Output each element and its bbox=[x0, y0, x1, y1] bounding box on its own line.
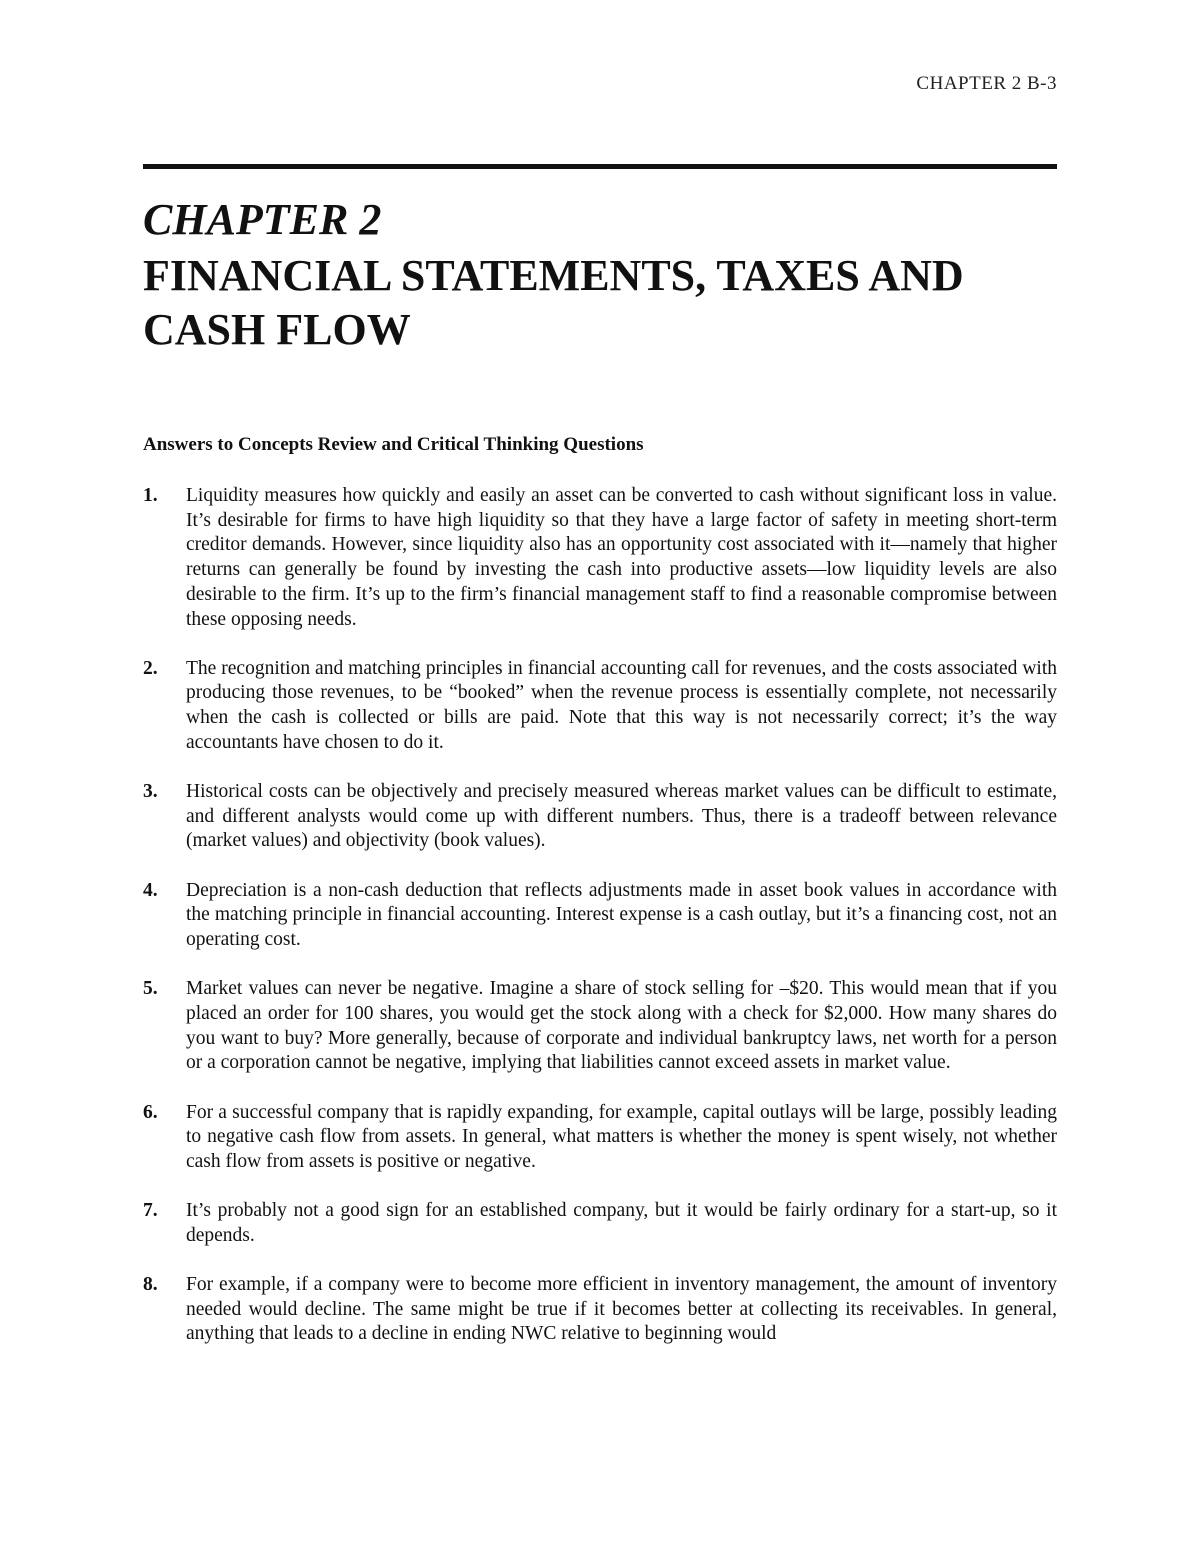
title-rule bbox=[143, 164, 1057, 169]
answer-number: 7. bbox=[143, 1200, 158, 1222]
answer-item bbox=[143, 1199, 1057, 1248]
section-heading: Answers to Concepts Review and Critical Thinking Questions bbox=[143, 434, 644, 455]
answer-item bbox=[143, 657, 1057, 756]
answer-text: Depreciation is a non-cash deduction that reflects adjustments made in asset book values in accordance with the matching principle in financial accounting. Interest expense is a cash outlay, but it’s a financing cost, not an operating cost. bbox=[186, 879, 1057, 951]
answer-text: The recognition and matching principles in financial accounting call for revenues, and the costs associated with producing those revenues, to be “booked” when the revenue process is essentially complete, not necessarily when the cash is collected or bills are paid. Note that this way is not necessarily correct; it’s the way accountants have chosen to do it. bbox=[186, 657, 1057, 753]
answer-item bbox=[143, 879, 1057, 953]
answer-item bbox=[143, 1101, 1057, 1175]
answer-number: 1. bbox=[143, 485, 158, 506]
answer-item bbox=[143, 484, 1057, 632]
answer-text: For a successful company that is rapidly expanding, for example, capital outlays will be large, possibly leading to negative cash flow from assets. In general, what matters is whether the money is spent wisely, not whether cash flow from assets is positive or negative. bbox=[186, 1101, 1057, 1172]
answer-number: 4. bbox=[143, 879, 158, 901]
chapter-label: CHAPTER 2 bbox=[143, 195, 382, 244]
answer-item bbox=[143, 1273, 1057, 1347]
answer-text: For example, if a company were to become more efficient in inventory management, the amount of inventory needed would decline. The same might be true if it becomes better at collecting its receivables. In general, anything that leads to a decline in ending NWC relative to beginning would bbox=[186, 1274, 1057, 1345]
answer-text: It’s probably not a good sign for an established company, but it would be fairly ordinary for a start-up, so it depends. bbox=[186, 1200, 1057, 1246]
chapter-title: FINANCIAL STATEMENTS, TAXES AND CASH FLOW bbox=[143, 251, 964, 354]
answer-item bbox=[143, 780, 1057, 854]
answer-item bbox=[143, 977, 1057, 1076]
answer-number: 5. bbox=[143, 978, 158, 1000]
answers-list bbox=[143, 484, 1057, 1372]
answer-number: 3. bbox=[143, 781, 158, 803]
answer-number: 2. bbox=[143, 657, 158, 679]
answer-text: Liquidity measures how quickly and easily an asset can be converted to cash without significant loss in value. It’s desirable for firms to have high liquidity so that they have a large factor of safety in meeting short-term creditor demands. However, since liquidity also has an opportunity cost associated with it—namely that higher returns can generally be found by investing the cash into productive assets—low liquidity levels are also desirable to the firm. It’s up to the firm’s financial management staff to find a reasonable compromise between these opposing needs. bbox=[186, 485, 1057, 630]
answer-text: Historical costs can be objectively and precisely measured whereas market values can be difficult to estimate, and different analysts would come up with different numbers. Thus, there is a tradeoff between relevance (market values) and objectivity (book values). bbox=[186, 781, 1057, 852]
answer-number: 8. bbox=[143, 1274, 158, 1296]
answer-number: 6. bbox=[143, 1101, 158, 1123]
answer-text: Market values can never be negative. Imagine a share of stock selling for –$20. This would mean that if you placed an order for 100 shares, you would get the stock along with a check for $2,000. How many shares do you want to buy? More generally, because of corporate and individual bankruptcy laws, net worth for a person or a corporation cannot be negative, implying that liabilities cannot exceed assets in market value. bbox=[186, 978, 1057, 1074]
running-header: CHAPTER 2 B-3 bbox=[916, 73, 1057, 94]
